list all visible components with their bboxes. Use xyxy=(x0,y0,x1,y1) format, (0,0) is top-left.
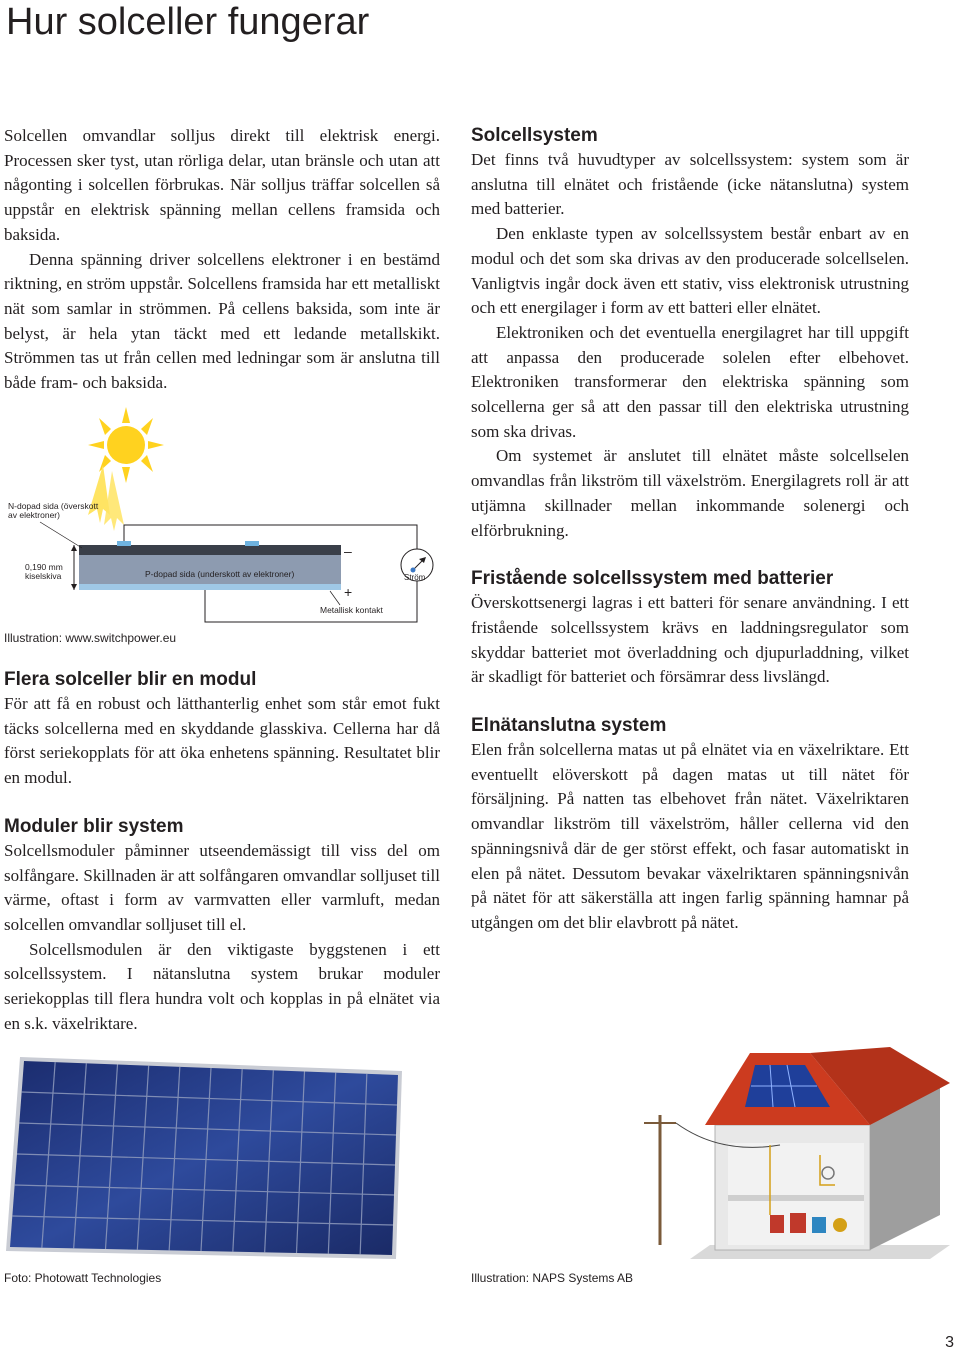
page-number: 3 xyxy=(945,1334,954,1351)
system-paragraph-1: Solcellsmoduler påminner utseendemässigt till viss del om solfångare. Skillnaden är att solfångaren omvandlar solljuset till värme, oftast i form av varmvatten eller varmluft, medan solcellen omvandlar solljuset till el. xyxy=(4,840,440,934)
intro-paragraph-1: Solcellen omvandlar solljus direkt till elektrisk energi. Processen sker tyst, utan rörliga delar, utan bränsle och utan att någonting i solcellen förbrukas. När solljus träffar solcellen så uppstår en elektrisk spänning mellan cellens framsida och baksida. xyxy=(4,126,440,244)
sun-icon xyxy=(88,407,164,531)
section-title-solcellsystem: Solcellsystem xyxy=(471,125,598,146)
right-column xyxy=(471,124,909,936)
metal-contact-layer xyxy=(79,584,341,590)
n-side-label: N-dopad sida (överskott xyxy=(8,501,99,511)
left-column xyxy=(4,124,440,396)
house-caption: Illustration: NAPS Systems AB xyxy=(471,1271,634,1285)
n-layer xyxy=(79,545,341,555)
system-paragraph-2: Solcellsmodulen är den viktigaste byggstenen i ett solcellssystem. I nätanslutna system brukar moduler seriekopplas till flera hundra volt och kopplas in på elnätet via en s.k. växelriktare. xyxy=(4,939,440,1033)
n-side-label-2: av elektroner) xyxy=(8,510,60,520)
current-label: Ström xyxy=(404,573,426,582)
section-title-elnat: Elnätanslutna system xyxy=(471,715,667,737)
thickness-label: 0,190 mm xyxy=(25,562,63,572)
solcellsystem-paragraph-2: Den enklaste typen av solcellssystem består enbart av en modul och det som ska drivas av den producerade solcellselen. Vanligtvis ingår dock även ett stativ, viss elektronisk utrustning och ett energilager i form av ett batteri eller elnätet. xyxy=(471,224,909,318)
illustration-caption: Illustration: www.switchpower.eu xyxy=(4,631,177,645)
metal-contact-label: Metallisk kontakt xyxy=(320,605,383,615)
intro-paragraph-2: Denna spänning driver solcellens elektroner i en bestämd riktning, en ström uppstår. Solcellens framsida har ett metalliskt nät som samlar in strömmen. På cellens baksida, som inte är belyst, är hela ytan täckt med ett ledande metallskikt. Strömmen tas ut från cellen med ledningar som är anslutna till både fram- och baksida. xyxy=(4,249,440,393)
modul-paragraph: För att få en robust och lätthanterlig enhet som står emot fukt täcks solcellerna med en skyddande glasskiva. Cellerna har då först seriekopplats för att öka enhetens spänning. Resultatet blir en modul. xyxy=(4,694,440,788)
solcellsystem-paragraph-3: Elektroniken och det eventuella energilagret har till uppgift att anpassa den producerade solelen efter elbehovet. Elektroniken transformerar den elektriska spänning som solcellerna ger så att den passar till den elektriska utrustning som ska drivas. xyxy=(471,322,909,441)
house-illustration xyxy=(620,1045,955,1260)
page-title: Hur solceller fungerar xyxy=(6,1,370,43)
minus-label: – xyxy=(344,543,352,559)
photo-caption: Foto: Photowatt Technologies xyxy=(4,1271,162,1285)
current-meter-icon xyxy=(401,549,433,582)
elnat-paragraph: Elen från solcellerna matas ut på elnätet via en växelriktare. Ett eventuellt elöverskott på dagen matas ut till nätet för försäljning. På natten tas elbehovet från nätet. Växelriktaren omvandlar likström till växelström, håller cellerna vid den spänningsnivå där de ger störst effekt, och fasar automatiskt in elen på nätet. Dessutom bevakar växelriktaren spänningsnivån på nätet för att säkerställa att ingen farlig spänning hamnar på utgången om det blir elavbrott på nätet. xyxy=(471,740,909,932)
solar-panel-photo xyxy=(4,1055,404,1261)
fristaende-paragraph: Överskottsenergi lagras i ett batteri för senare användning. I ett fristående solcellssystem krävs en laddningsregulator som skyddar batteriet mot överladdning och djupurladdning, vilket är skadligt för batteriet och försämrar dess livslängd. xyxy=(471,593,909,687)
p-side-label: P-dopad sida (underskott av elektroner) xyxy=(145,569,295,579)
thickness-label-2: kiselskiva xyxy=(25,571,62,581)
section-title-system: Moduler blir system xyxy=(4,815,184,837)
solar-cell-diagram xyxy=(0,405,450,635)
solcellsystem-paragraph-1: Det finns två huvudtyper av solcellssystem: system som är anslutna till elnätet och fristående (icke nätanslutna) system med batterier. xyxy=(471,150,909,219)
solcellsystem-paragraph-4: Om systemet är anslutet till elnätet måste solcellselen omvandlas från likström till växelström. Energilagrets roll är att utjämna skillnader mellan inkommande solenergi och elförbrukning. xyxy=(471,446,909,540)
section-title-fristaende: Fristående solcellssystem med batterier xyxy=(471,568,834,590)
plus-label: + xyxy=(344,584,353,600)
left-column-lower xyxy=(4,668,440,1036)
section-title-modul: Flera solceller blir en modul xyxy=(4,669,257,690)
